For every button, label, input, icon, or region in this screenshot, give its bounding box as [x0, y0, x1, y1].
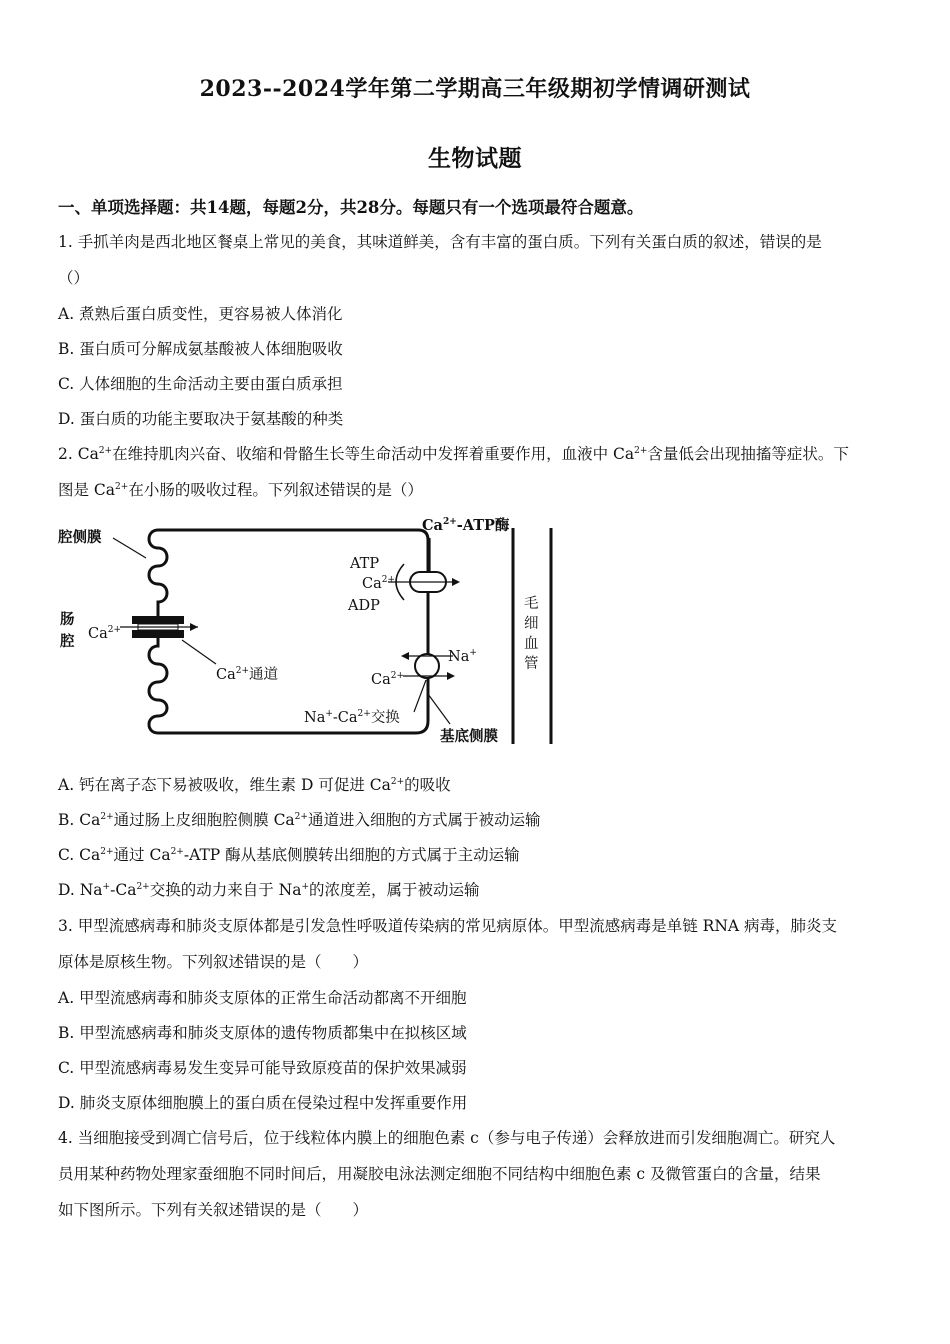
q3-stem-cont: 原体是原核生物。下列叙述错误的是（ ） — [58, 953, 369, 971]
q1-option-b: B. 蛋白质可分解成氨基酸被人体细胞吸收 — [58, 340, 343, 358]
label-lumen-2: 腔 — [60, 633, 75, 650]
q1-stem-cont: （） — [58, 269, 90, 287]
ca-atpase-pump — [388, 538, 460, 600]
label-basal-membrane: 基底侧膜 — [440, 728, 498, 745]
q4-line-1: 4. 当细胞接受到凋亡信号后，位于线粒体内膜上的细胞色素 c（参与电子传递）会释放进而引发细胞凋亡。研究人 — [58, 1129, 836, 1147]
cell-membrane-outline — [158, 530, 428, 733]
label-adp: ADP — [348, 598, 380, 614]
label-na-ca-exchange: $Na^+-Ca^{2+}$交换 — [304, 709, 400, 726]
q1-stem: 1. 手抓羊肉是西北地区餐桌上常见的美食，其味道鲜美，含有丰富的蛋白质。下列有关蛋白质的叙述，错误的是 — [58, 233, 822, 251]
label-lumen-1: 肠 — [60, 611, 75, 628]
label-capillary-1: 毛 — [524, 596, 539, 612]
exam-title: 2023--2024学年第二学期高三年级期初学情调研测试 — [199, 76, 751, 102]
calcium-absorption-diagram — [58, 516, 578, 750]
q3-option-a: A. 甲型流感病毒和肺炎支原体的正常生命活动都离不开细胞 — [58, 989, 467, 1007]
q2-option-c: C. $Ca^{2+}$通过 $Ca^{2+}$-ATP 酶从基底侧膜转出细胞的方式属于主动运输 — [58, 846, 520, 864]
label-ca-exchange: $Ca^{2+}$ — [371, 671, 405, 688]
label-capillary-2: 细 — [524, 616, 539, 632]
section-heading: 一、单项选择题：共14题，每题2分，共28分。每题只有一个选项最符合题意。 — [58, 198, 644, 217]
q4-line-3: 如下图所示。下列有关叙述错误的是（ ） — [58, 1201, 369, 1219]
q1-option-d: D. 蛋白质的功能主要取决于氨基酸的种类 — [58, 410, 344, 428]
q2-stem: 2. $Ca^{2+}$在维持肌肉兴奋、收缩和骨骼生长等生命活动中发挥着重要作用，血液中 $Ca^{2+}$含量低会出现抽搐等症状。下 — [58, 445, 849, 463]
label-ca-atpase: $Ca^{2+}$-ATP酶 — [422, 517, 510, 534]
q2-option-a: A. 钙在离子态下易被吸收，维生素 D 可促进 $Ca^{2+}$的吸收 — [58, 776, 451, 794]
label-atp: ATP — [350, 556, 380, 572]
q3-stem: 3. 甲型流感病毒和肺炎支原体都是引发急性呼吸道传染病的常见病原体。甲型流感病毒是单链 RNA 病毒，肺炎支 — [58, 917, 837, 935]
q2-option-d: D. $Na^+-Ca^{2+}$交换的动力来自于 Na+的浓度差，属于被动运输 — [58, 881, 480, 899]
exam-subject: 生物试题 — [428, 145, 522, 172]
label-capillary-4: 管 — [524, 656, 539, 672]
label-ca-lumen: $Ca^{2+}$ — [88, 625, 122, 642]
q2-stem-cont: 图是 $Ca^{2+}$在小肠的吸收过程。下列叙述错误的是（） — [58, 481, 423, 499]
q3-option-c: C. 甲型流感病毒易发生变异可能导致原疫苗的保护效果减弱 — [58, 1059, 467, 1077]
label-capillary-3: 血 — [524, 636, 539, 652]
q1-option-c: C. 人体细胞的生命活动主要由蛋白质承担 — [58, 375, 343, 393]
q4-line-2: 员用某种药物处理家蚕细胞不同时间后，用凝胶电泳法测定细胞不同结构中细胞色素 c 及微管蛋白的含量，结果 — [58, 1165, 821, 1183]
ca-channel — [120, 616, 198, 638]
q3-option-b: B. 甲型流感病毒和肺炎支原体的遗传物质都集中在拟核区域 — [58, 1024, 467, 1042]
label-ca-pump: $Ca^{2+}$ — [362, 575, 396, 592]
label-lumen-membrane: 腔侧膜 — [58, 529, 102, 546]
q2-option-b: B. $Ca^{2+}$通过肠上皮细胞腔侧膜 $Ca^{2+}$通道进入细胞的方式属于被动运输 — [58, 811, 541, 829]
label-na: Na+ — [448, 648, 477, 665]
q3-option-d: D. 肺炎支原体细胞膜上的蛋白质在侵染过程中发挥重要作用 — [58, 1094, 468, 1112]
q1-option-a: A. 煮熟后蛋白质变性，更容易被人体消化 — [58, 305, 343, 323]
label-ca-channel: $Ca^{2+}$通道 — [216, 666, 279, 683]
